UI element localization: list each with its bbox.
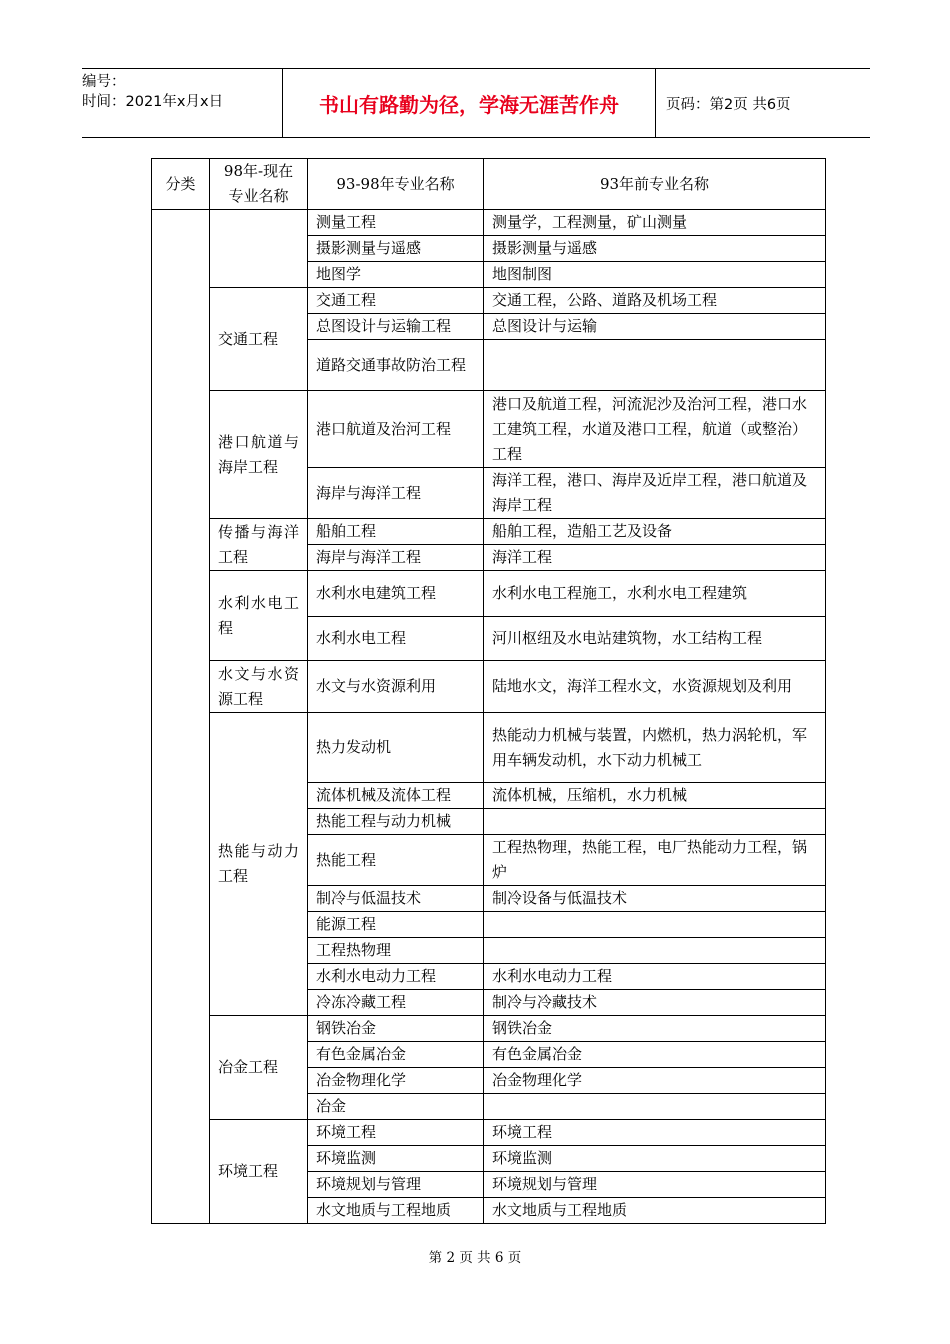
major-93-98-cell: 有色金属冶金 — [308, 1042, 484, 1068]
major-93-98-cell: 流体机械及流体工程 — [308, 783, 484, 809]
current-major-cell: 传播与海洋工程 — [210, 519, 308, 571]
major-93-98-cell: 冷冻冷藏工程 — [308, 990, 484, 1016]
major-93-98-cell: 水利水电工程 — [308, 617, 484, 661]
header-current-name: 98年-现在专业名称 — [210, 159, 308, 210]
major-pre-93-cell: 水利水电工程施工，水利水电工程建筑 — [484, 571, 826, 617]
major-names-table — [151, 158, 826, 1224]
major-pre-93-cell: 陆地水文，海洋工程水文，水资源规划及利用 — [484, 661, 826, 713]
table-row — [152, 391, 826, 468]
number-label: 编号： — [82, 74, 126, 90]
category-cell — [152, 210, 210, 1224]
major-pre-93-cell: 冶金物理化学 — [484, 1068, 826, 1094]
major-pre-93-cell: 工程热物理，热能工程，电厂热能动力工程，锅炉 — [484, 835, 826, 886]
current-major-cell: 水文与水资源工程 — [210, 661, 308, 713]
table-row — [152, 1016, 826, 1042]
major-pre-93-cell — [484, 809, 826, 835]
major-pre-93-cell — [484, 912, 826, 938]
major-pre-93-cell: 水利水电动力工程 — [484, 964, 826, 990]
table-body — [152, 210, 826, 1224]
major-pre-93-cell: 总图设计与运输 — [484, 314, 826, 340]
major-pre-93-cell: 水文地质与工程地质 — [484, 1198, 826, 1224]
major-pre-93-cell: 环境工程 — [484, 1120, 826, 1146]
table-row — [152, 1120, 826, 1146]
major-93-98-cell: 环境工程 — [308, 1120, 484, 1146]
major-pre-93-cell: 钢铁冶金 — [484, 1016, 826, 1042]
major-pre-93-cell: 流体机械，压缩机，水力机械 — [484, 783, 826, 809]
current-major-cell: 冶金工程 — [210, 1016, 308, 1120]
current-major-cell: 环境工程 — [210, 1120, 308, 1224]
major-93-98-cell: 船舶工程 — [308, 519, 484, 545]
table-header-row — [152, 159, 826, 210]
major-pre-93-cell: 摄影测量与遥感 — [484, 236, 826, 262]
major-93-98-cell: 海岸与海洋工程 — [308, 468, 484, 519]
major-pre-93-cell: 环境监测 — [484, 1146, 826, 1172]
major-pre-93-cell: 港口及航道工程，河流泥沙及治河工程，港口水工建筑工程，水道及港口工程，航道（或整治）工程 — [484, 391, 826, 468]
major-93-98-cell: 热力发动机 — [308, 713, 484, 783]
page-footer: 第 2 页 共 6 页 — [428, 1250, 522, 1266]
major-93-98-cell: 制冷与低温技术 — [308, 886, 484, 912]
major-pre-93-cell: 交通工程，公路、道路及机场工程 — [484, 288, 826, 314]
major-93-98-cell: 热能工程与动力机械 — [308, 809, 484, 835]
major-93-98-cell: 冶金物理化学 — [308, 1068, 484, 1094]
major-93-98-cell: 港口航道及治河工程 — [308, 391, 484, 468]
current-major-cell: 水利水电工程 — [210, 571, 308, 661]
major-93-98-cell: 工程热物理 — [308, 938, 484, 964]
major-pre-93-cell: 制冷设备与低温技术 — [484, 886, 826, 912]
major-93-98-cell: 道路交通事故防治工程 — [308, 340, 484, 391]
major-93-98-cell: 摄影测量与遥感 — [308, 236, 484, 262]
current-major-cell: 热能与动力工程 — [210, 713, 308, 1016]
major-pre-93-cell — [484, 1094, 826, 1120]
current-major-cell — [210, 210, 308, 288]
major-pre-93-cell: 有色金属冶金 — [484, 1042, 826, 1068]
major-93-98-cell: 交通工程 — [308, 288, 484, 314]
major-93-98-cell: 环境监测 — [308, 1146, 484, 1172]
time-label: 时间：2021年x月x日 — [82, 94, 224, 110]
major-pre-93-cell — [484, 938, 826, 964]
header-motto: 书山有路勤为径，学海无涯苦作舟 — [282, 69, 656, 137]
table-row — [152, 288, 826, 314]
header-pre-93-name: 93年前专业名称 — [484, 159, 826, 210]
major-pre-93-cell: 海洋工程，港口、海岸及近岸工程，港口航道及海岸工程 — [484, 468, 826, 519]
header-page-label: 页码：第2页 共6页 — [666, 96, 791, 113]
header-info — [82, 69, 282, 140]
header-93-98-name: 93-98年专业名称 — [308, 159, 484, 210]
table-row — [152, 210, 826, 236]
major-pre-93-cell: 地图制图 — [484, 262, 826, 288]
major-93-98-cell: 环境规划与管理 — [308, 1172, 484, 1198]
major-pre-93-cell — [484, 340, 826, 391]
page-header — [82, 68, 870, 138]
major-93-98-cell: 总图设计与运输工程 — [308, 314, 484, 340]
major-pre-93-cell: 热能动力机械与装置，内燃机，热力涡轮机，军用车辆发动机，水下动力机械工 — [484, 713, 826, 783]
header-category: 分类 — [152, 159, 210, 210]
major-93-98-cell: 水文与水资源利用 — [308, 661, 484, 713]
major-pre-93-cell: 河川枢纽及水电站建筑物，水工结构工程 — [484, 617, 826, 661]
major-pre-93-cell: 船舶工程，造船工艺及设备 — [484, 519, 826, 545]
current-major-cell: 港口航道与海岸工程 — [210, 391, 308, 519]
table-row — [152, 661, 826, 713]
major-93-98-cell: 海岸与海洋工程 — [308, 545, 484, 571]
major-93-98-cell: 测量工程 — [308, 210, 484, 236]
major-93-98-cell: 能源工程 — [308, 912, 484, 938]
current-major-cell: 交通工程 — [210, 288, 308, 391]
major-93-98-cell: 地图学 — [308, 262, 484, 288]
table-row — [152, 713, 826, 783]
major-93-98-cell: 水文地质与工程地质 — [308, 1198, 484, 1224]
table-row — [152, 519, 826, 545]
major-pre-93-cell: 环境规划与管理 — [484, 1172, 826, 1198]
major-93-98-cell: 热能工程 — [308, 835, 484, 886]
major-93-98-cell: 水利水电建筑工程 — [308, 571, 484, 617]
major-pre-93-cell: 制冷与冷藏技术 — [484, 990, 826, 1016]
table-row — [152, 571, 826, 617]
major-93-98-cell: 水利水电动力工程 — [308, 964, 484, 990]
major-93-98-cell: 钢铁冶金 — [308, 1016, 484, 1042]
major-pre-93-cell: 海洋工程 — [484, 545, 826, 571]
major-pre-93-cell: 测量学，工程测量，矿山测量 — [484, 210, 826, 236]
major-93-98-cell: 冶金 — [308, 1094, 484, 1120]
